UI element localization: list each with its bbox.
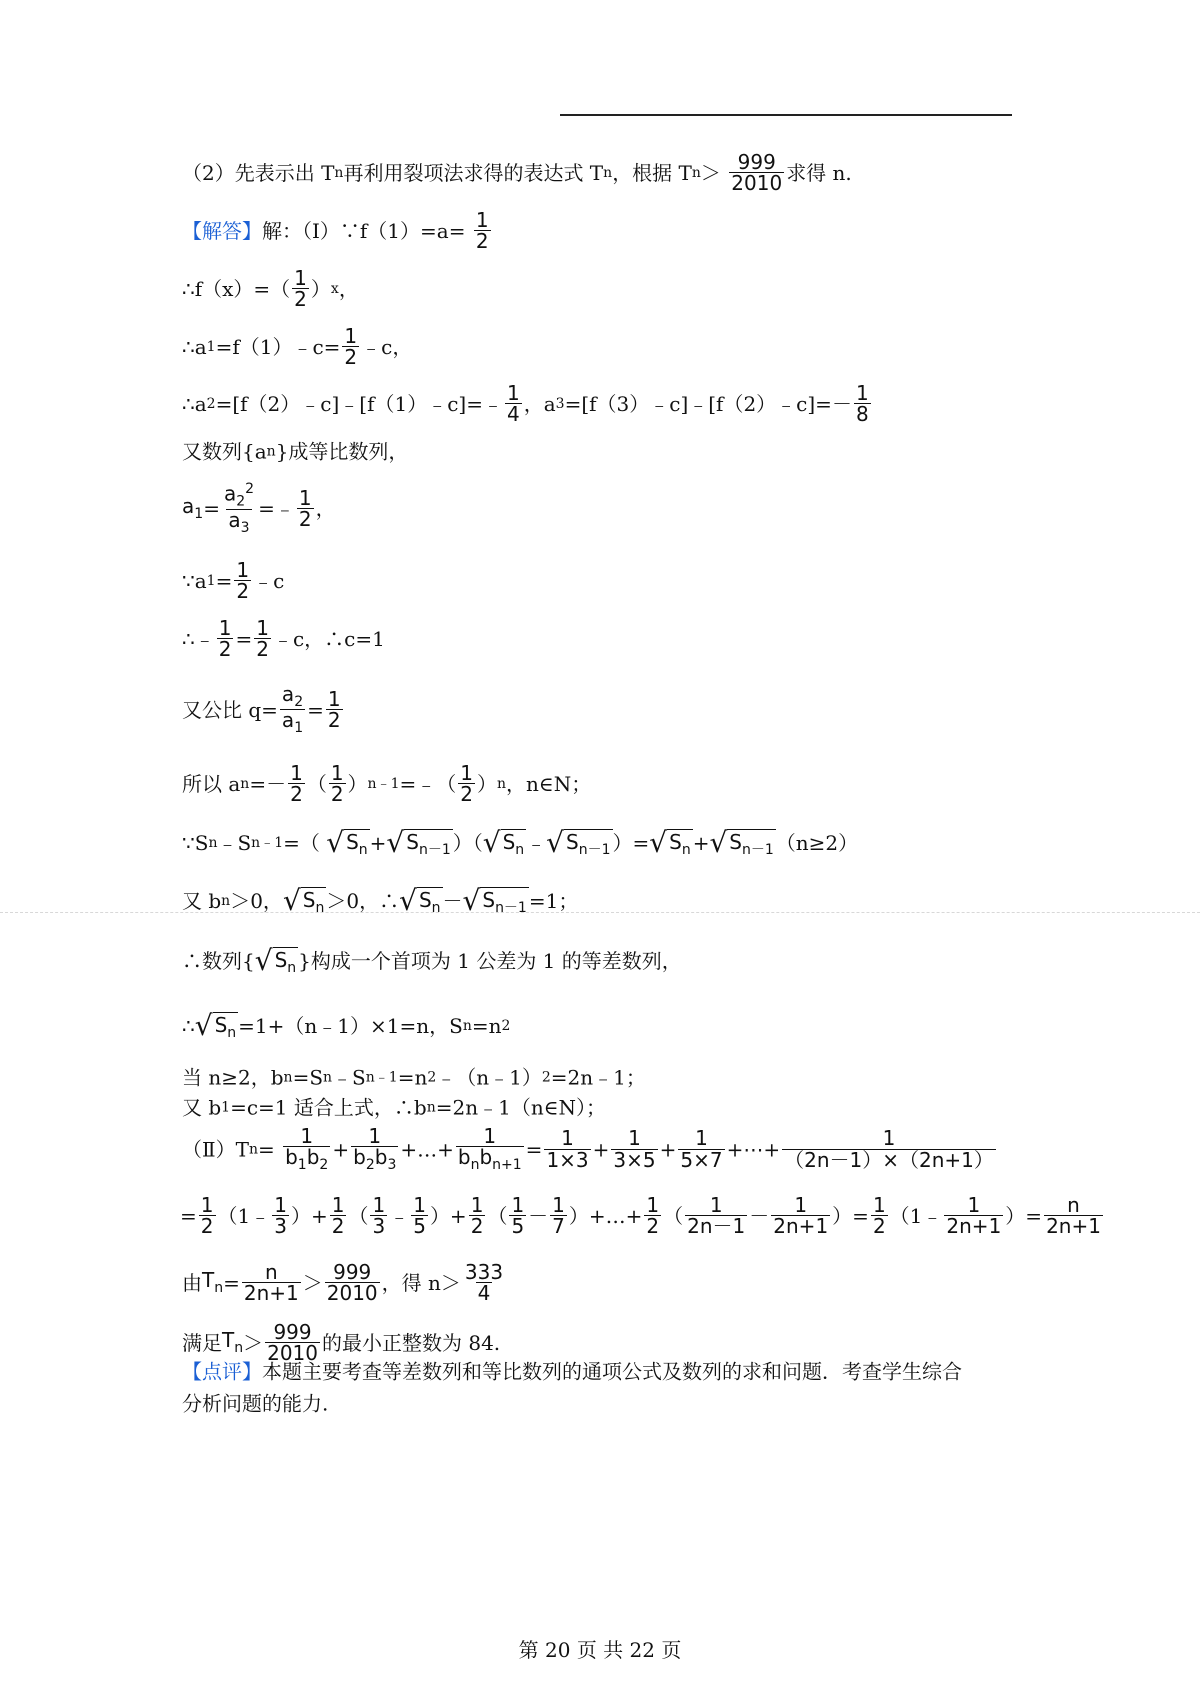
answer-line-1: 【解答】解：（Ⅰ）∵f（1）=a= $\frac{1}{2}$ xyxy=(182,208,489,254)
answer-line-15: 当 n≥2，bn=Sn﹣Sn﹣1=n2﹣（n﹣1）2=2n﹣1； xyxy=(182,1065,646,1090)
answer-line-16: 又 b1=c=1 适合上式，∴bn=2n﹣1（n∈N）； xyxy=(182,1095,607,1120)
page-number: 第 20 页 共 22 页 xyxy=(518,1638,682,1662)
answer-line-17: （Ⅱ）Tn= $\frac{1}{b_1b_2}$ + $\frac{1}{b_2b_3}$ +…+ 1 $b_nb_{n+1}$ = $\frac{1}{1\times 3}$ + $\frac{1}{3\times 5}$ + $\frac{1}{5\times 7}$ +⋯+ $\frac{1}{(2n-1)\times(2n+1)}$ xyxy=(182,1124,994,1174)
answer-line-9: 又公比 q= $\frac{a_2}{a_1}$ = $\frac{1}{2}$ xyxy=(182,682,341,737)
answer-line-14: ∴ √ $S_n$ =1+（n﹣1）×1=n，Sn=n2 xyxy=(182,1009,511,1042)
comment-tag: 【点评】 xyxy=(182,1359,262,1384)
answer-line-13: ∴数列{ √ $S_n$ }构成一个首项为 1 公差为 1 的等差数列， xyxy=(182,944,682,977)
answer-line-19: 由$T_n=$ $\frac{n}{2n+1}$ ＞ $\frac{999}{2010}$ ，得 n＞ $\frac{333}{4}$ xyxy=(182,1260,504,1306)
comment-line-2: 分析问题的能力. xyxy=(182,1391,329,1416)
answer-line-5: 又数列{an}成等比数列， xyxy=(182,439,409,464)
answer-line-10: 所以 an=－ $\frac{1}{2}$ （ $\frac{1}{2}$ ）n﹣1=﹣（ $\frac{1}{2}$ ）n，n∈N； xyxy=(182,761,592,807)
header-rule xyxy=(560,114,1012,116)
answer-line-20: 满足$T_n>$ $\frac{999}{2010}$ 的最小正整数为 84. xyxy=(182,1320,501,1366)
answer-line-3: ∴a1=f（1）﹣c= $\frac{1}{2}$ ﹣c， xyxy=(182,324,413,370)
answer-line-12: 又 bn＞0， √ $S_n$ ＞0，∴ √ $S_n$ － √ $S_{n-1}$ =1； xyxy=(182,884,579,917)
answer-line-8: ∴﹣ $\frac{1}{2}$ = $\frac{1}{2}$ ﹣c，∴c=1 xyxy=(182,616,385,662)
comment-line-1: 【点评】本题主要考查等差数列和等比数列的通项公式及数列的求和问题．考查学生综合 xyxy=(182,1359,962,1384)
answer-line-11: ∵Sn﹣Sn﹣1=（ √ $S_n$ + √ $S_{n-1}$ ）（ √ $S_n$ ﹣ √ $S_{n-1}$ ）= √ $S_n$ + √ $S_{n-1}$ （n≥2） xyxy=(182,826,859,859)
method-line: （2）先表示出 Tn再利用裂项法求得的表达式 Tn，根据 Tn＞ $\frac{999}{2010}$ 求得 n. xyxy=(182,150,852,196)
answer-line-18: = $\frac{1}{2}$ （1﹣ $\frac{1}{3}$ ）+ $\frac{1}{2}$ （ $\frac{1}{3}$ ﹣ $\frac{1}{5}$ ）+ $\frac{1}{2}$ （ $\frac{1}{5}$ － $\frac{1}{7}$ ）+…+ $\frac{1}{2}$ （ $\frac{1}{2n-1}$ － $\frac{1}{2n+1}$ ）= $\frac{1}{2}$ （1﹣ $\frac{1}{2n+1}$ ）= $\frac{n}{2n+1}$ xyxy=(180,1193,1101,1239)
fraction: $\frac{999}{2010}$ xyxy=(731,150,783,196)
answer-line-4: ∴a2=[f（2）﹣c]﹣[f（1）﹣c]=﹣ $\frac{1}{4}$ ，a3=[f（3）﹣c]﹣[f（2）﹣c]=－ $\frac{1}{8}$ xyxy=(182,381,869,427)
page-break-dashed-line xyxy=(0,912,1200,913)
answer-line-6: $a_1=$ $\frac{a_2^2}{a_3}$ =﹣ $\frac{1}{2}$ ， xyxy=(182,481,336,536)
answer-line-2: ∴f（x）=（ $\frac{1}{2}$ ）x， xyxy=(182,266,359,312)
answer-line-7: ∵a1= $\frac{1}{2}$ ﹣c xyxy=(182,558,285,604)
answer-tag: 【解答】 xyxy=(182,218,262,243)
